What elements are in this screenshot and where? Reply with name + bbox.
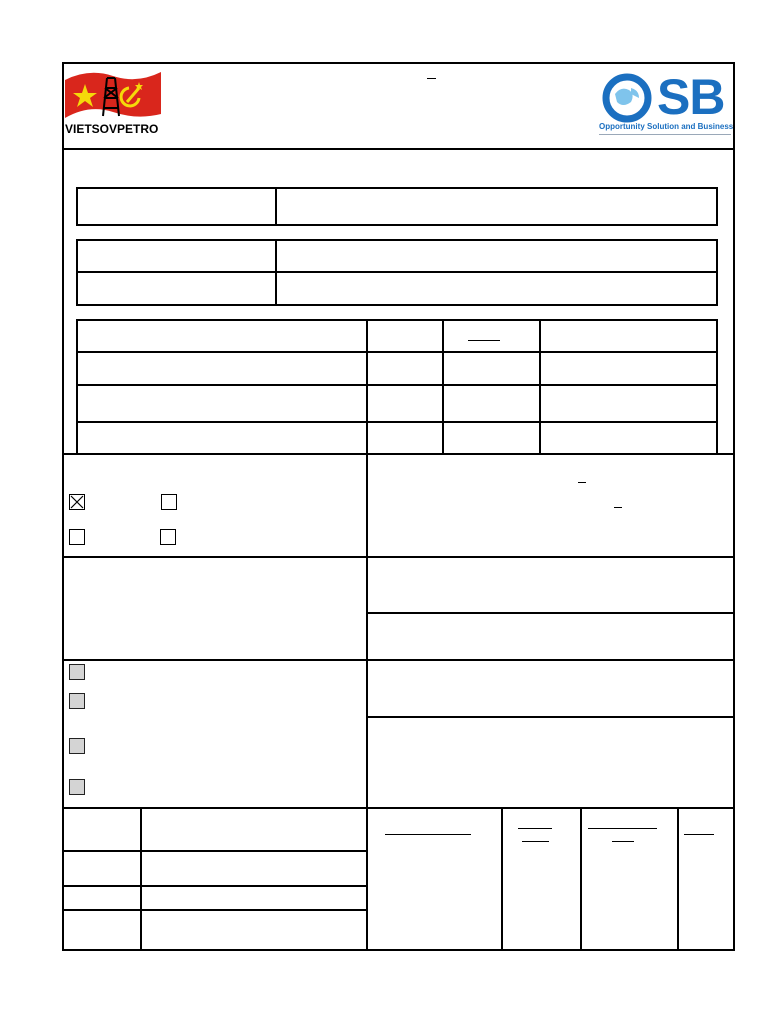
signature-col-2 [580, 807, 582, 951]
items-table [76, 319, 718, 454]
items-table-row-1 [76, 351, 718, 353]
section-divider-3 [62, 659, 735, 661]
vietsovpetro-wordmark: VIETSOVPETRO [65, 122, 159, 136]
bottom-left-row-3 [62, 909, 367, 911]
checkbox-b3[interactable] [69, 738, 85, 754]
flag-icon [63, 66, 163, 122]
bottom-left-col [140, 807, 142, 951]
bottom-left-row-2 [62, 885, 367, 887]
checkbox-a2[interactable] [161, 494, 177, 510]
bottom-left-row-1 [62, 850, 367, 852]
osb-tagline: Opportunity Solution and Business [599, 122, 734, 131]
checkbox-a3[interactable] [69, 529, 85, 545]
right-subdivider-2 [366, 716, 735, 718]
section-divider-4 [62, 807, 735, 809]
field-block-1-divider [275, 187, 277, 226]
items-table-col-1 [366, 319, 368, 454]
signature-underline-2a [518, 828, 552, 829]
header-mark [427, 78, 436, 79]
items-table-col-2 [442, 319, 444, 454]
field-block-1 [76, 187, 718, 226]
field-block-2-row-divider [76, 271, 718, 273]
osb-letters: SB [657, 69, 725, 125]
field-block-2-col-divider [275, 239, 277, 306]
osb-logo [597, 68, 733, 138]
header-divider [62, 148, 735, 150]
items-table-header-underline [468, 340, 500, 341]
right-mark-1 [578, 482, 586, 483]
items-table-col-3 [539, 319, 541, 454]
signature-underline-2b [522, 841, 549, 842]
right-subdivider-1 [366, 612, 735, 614]
signature-col-3 [677, 807, 679, 951]
items-table-row-2 [76, 384, 718, 386]
signature-col-1 [501, 807, 503, 951]
checkbox-b4[interactable] [69, 779, 85, 795]
section-divider-2 [62, 556, 735, 558]
checkbox-b1[interactable] [69, 664, 85, 680]
signature-underline-3b [612, 841, 634, 842]
signature-underline-1 [385, 834, 471, 835]
right-mark-2 [614, 507, 622, 508]
signature-underline-4 [684, 834, 714, 835]
signature-underline-3a [588, 828, 657, 829]
checkbox-b2[interactable] [69, 693, 85, 709]
center-divider [366, 453, 368, 951]
checkbox-a1[interactable] [69, 494, 85, 510]
checkmark-x-icon [70, 495, 84, 509]
osb-underline [599, 134, 731, 135]
checkbox-a4[interactable] [160, 529, 176, 545]
vietsovpetro-logo [63, 66, 163, 138]
items-table-row-3 [76, 421, 718, 423]
section-divider-1 [62, 453, 735, 455]
